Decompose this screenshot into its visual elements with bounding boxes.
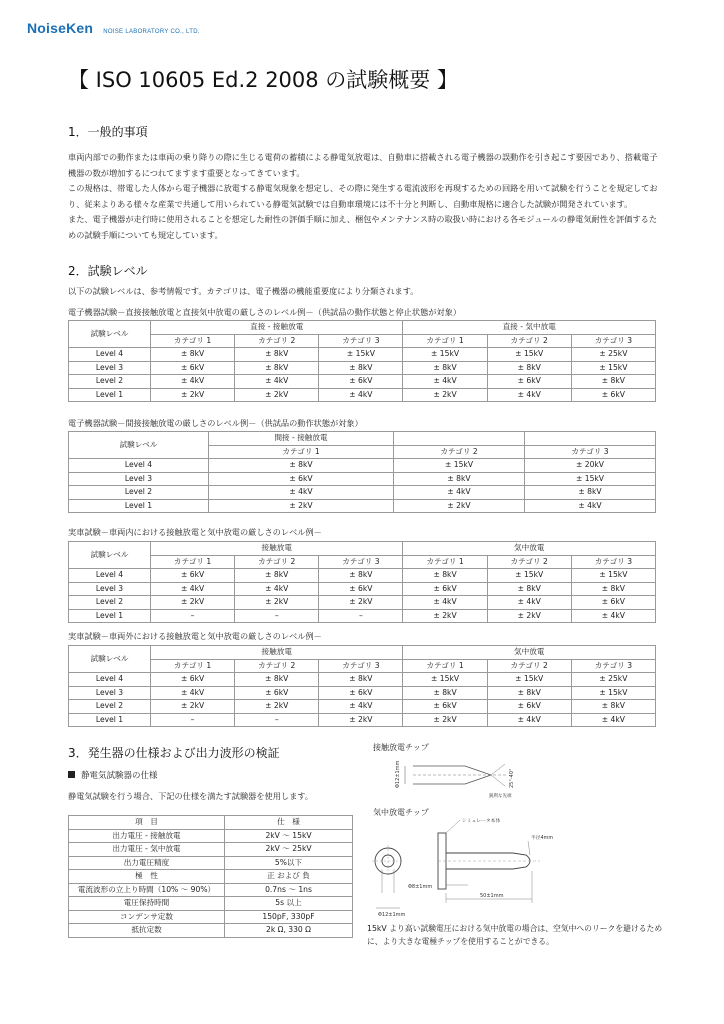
table-cell: Level 1 bbox=[69, 499, 209, 513]
spec-item: 出力電圧精度 bbox=[69, 856, 225, 870]
level-header: 試験レベル bbox=[69, 542, 151, 569]
table-row bbox=[69, 348, 656, 362]
table-row bbox=[69, 459, 656, 473]
contact-tip-dia: Φ12±1mm bbox=[395, 760, 401, 788]
table-cell: Level 2 bbox=[69, 375, 151, 389]
table-cell: ± 15kV bbox=[571, 686, 655, 700]
company-logo: NoiseKen bbox=[27, 20, 94, 36]
square-bullet-icon bbox=[68, 771, 75, 778]
table-cell: ± 6kV bbox=[319, 375, 403, 389]
table-cell: ± 8kV bbox=[151, 348, 235, 362]
section2-heading: 2．試験レベル bbox=[68, 264, 148, 278]
table-cell: ± 4kV bbox=[487, 596, 571, 610]
table-cell: Level 1 bbox=[69, 609, 151, 623]
table-cell: ± 15kV bbox=[487, 348, 571, 362]
table-cell: ± 8kV bbox=[235, 569, 319, 583]
table-cell: Level 2 bbox=[69, 596, 151, 610]
table-row bbox=[69, 897, 353, 911]
table-row bbox=[69, 361, 656, 375]
spec-item: コンデンサ定数 bbox=[69, 910, 225, 924]
table-row bbox=[69, 388, 656, 402]
spec-value: 5%以下 bbox=[225, 856, 353, 870]
table-cell: ± 2kV bbox=[487, 609, 571, 623]
table-cell: ± 15kV bbox=[394, 459, 525, 473]
table-cell: ± 2kV bbox=[394, 499, 525, 513]
category-header: カテゴリ 3 bbox=[571, 334, 655, 348]
table-cell: ± 6kV bbox=[487, 700, 571, 714]
table-cell: ± 6kV bbox=[571, 388, 655, 402]
spec-item: 抵抗定数 bbox=[69, 924, 225, 938]
spec-value: 2k Ω, 330 Ω bbox=[225, 924, 353, 938]
category-header: カテゴリ 2 bbox=[487, 334, 571, 348]
table-row bbox=[69, 856, 353, 870]
table-cell: ± 2kV bbox=[151, 596, 235, 610]
table-cell: Level 4 bbox=[69, 673, 151, 687]
table-cell: ± 6kV bbox=[487, 375, 571, 389]
table-cell: ± 4kV bbox=[571, 609, 655, 623]
table-cell: Level 1 bbox=[69, 388, 151, 402]
table-cell: ± 15kV bbox=[403, 673, 487, 687]
table-cell: ± 25kV bbox=[571, 348, 655, 362]
table-cell: ± 15kV bbox=[403, 348, 487, 362]
table-cell: ± 15kV bbox=[571, 569, 655, 583]
table-cell: ± 2kV bbox=[319, 713, 403, 727]
table-row bbox=[69, 910, 353, 924]
table-cell: ± 8kV bbox=[403, 361, 487, 375]
spec-header: 仕 様 bbox=[225, 816, 353, 830]
spec-item: 極 性 bbox=[69, 870, 225, 884]
category-header: カテゴリ 1 bbox=[151, 555, 235, 569]
table-cell: ± 4kV bbox=[319, 388, 403, 402]
table-row bbox=[69, 843, 353, 857]
table-cell: ± 4kV bbox=[487, 713, 571, 727]
table-cell: – bbox=[235, 609, 319, 623]
table-cell: ± 15kV bbox=[487, 569, 571, 583]
table-row bbox=[69, 499, 656, 513]
spec-table bbox=[68, 815, 353, 938]
air-tip-note: 15kV より高い試験電圧における気中放電の場合は、空気中へのリークを避けるために、より大きな電極チップを使用することができる。 bbox=[367, 924, 663, 946]
table-cell: ± 4kV bbox=[151, 582, 235, 596]
table-cell: ± 8kV bbox=[403, 686, 487, 700]
table-cell: Level 4 bbox=[69, 569, 151, 583]
category-header: カテゴリ 2 bbox=[487, 555, 571, 569]
table-cell: – bbox=[151, 713, 235, 727]
spec-item: 出力電圧 - 接触放電 bbox=[69, 829, 225, 843]
table-cell: ± 2kV bbox=[319, 596, 403, 610]
table-cell: ± 2kV bbox=[151, 700, 235, 714]
table-cell: ± 8kV bbox=[319, 673, 403, 687]
level-header: 試験レベル bbox=[69, 646, 151, 673]
air-dia-big: Φ12±1mm bbox=[378, 912, 406, 918]
category-header: カテゴリ 1 bbox=[151, 334, 235, 348]
table-cell: ± 15kV bbox=[319, 348, 403, 362]
table-cell: ± 4kV bbox=[394, 486, 525, 500]
group-header-empty bbox=[525, 432, 656, 446]
table-cell: Level 3 bbox=[69, 361, 151, 375]
table3-caption: 実車試験－車両内における接触放電と気中放電の厳しさのレベル例－ bbox=[68, 527, 322, 537]
section1-paragraph: また、電子機器が走行時に使用されることを想定した耐性の評価手順に加え、梱包やメンテナンス時の取扱い時における各モジュールの静電気耐性を評価するための試験手順についても規定しています。 bbox=[68, 214, 658, 240]
table3-levels bbox=[68, 541, 656, 623]
category-header: カテゴリ 3 bbox=[571, 659, 655, 673]
table-cell: ± 4kV bbox=[571, 713, 655, 727]
table-cell: Level 4 bbox=[69, 459, 209, 473]
table-cell: Level 2 bbox=[69, 700, 151, 714]
table-cell: ± 8kV bbox=[235, 673, 319, 687]
air-length: 50±1mm bbox=[480, 893, 504, 899]
table-cell: ± 4kV bbox=[235, 582, 319, 596]
table-cell: ± 6kV bbox=[319, 686, 403, 700]
table-cell: ± 4kV bbox=[151, 686, 235, 700]
header bbox=[27, 20, 200, 36]
level-header: 試験レベル bbox=[69, 321, 151, 348]
spec-value: 2kV ～ 25kV bbox=[225, 843, 353, 857]
section1-paragraph: この規格は、帯電した人体から電子機器に放電する静電気現象を想定し、その際に発生する電流波形を再現するための回路を用いて試験を行うことを規定しており、従来よりある様々な産業で共通して用いられている静電気試験では自動車環境には不十分と判断し、自動車規格に適合した試験が開発されています。 bbox=[68, 183, 658, 209]
table-cell: ± 4kV bbox=[403, 596, 487, 610]
table-cell: ± 15kV bbox=[487, 673, 571, 687]
category-header: カテゴリ 1 bbox=[209, 445, 394, 459]
table-cell: ± 6kV bbox=[319, 582, 403, 596]
spec-value: 5s 以上 bbox=[225, 897, 353, 911]
table-cell: ± 4kV bbox=[209, 486, 394, 500]
subheading-text: 静電気試験器の仕様 bbox=[81, 771, 158, 781]
table-row bbox=[69, 609, 656, 623]
table-cell: ± 20kV bbox=[525, 459, 656, 473]
table2-levels bbox=[68, 431, 656, 513]
air-tip-diagram bbox=[368, 813, 568, 919]
table-cell: ± 8kV bbox=[571, 375, 655, 389]
group-header: 直接 - 気中放電 bbox=[403, 321, 656, 335]
category-header: カテゴリ 2 bbox=[394, 445, 525, 459]
table-row bbox=[69, 829, 353, 843]
contact-tip-label: 接触放電チップ bbox=[373, 743, 429, 752]
table-cell: ± 6kV bbox=[571, 596, 655, 610]
table-cell: Level 1 bbox=[69, 713, 151, 727]
section3-subheading bbox=[68, 769, 158, 781]
table-cell: ± 4kV bbox=[319, 700, 403, 714]
table-cell: ± 6kV bbox=[403, 582, 487, 596]
table-cell: ± 2kV bbox=[235, 388, 319, 402]
table-cell: Level 3 bbox=[69, 582, 151, 596]
section2-intro: 以下の試験レベルは、参考情報です。カテゴリは、電子機器の機能重要度により分類されます。 bbox=[68, 286, 419, 296]
table-cell: ± 8kV bbox=[209, 459, 394, 473]
category-header: カテゴリ 1 bbox=[403, 334, 487, 348]
table-cell: ± 8kV bbox=[319, 361, 403, 375]
table-row bbox=[69, 673, 656, 687]
category-header: カテゴリ 2 bbox=[487, 659, 571, 673]
table-cell: ± 8kV bbox=[319, 569, 403, 583]
table-cell: ± 4kV bbox=[151, 375, 235, 389]
air-dia-small: Φ8±1mm bbox=[408, 884, 433, 890]
group-header: 気中放電 bbox=[403, 542, 656, 556]
table4-caption: 実車試験－車両外における接触放電と気中放電の厳しさのレベル例－ bbox=[68, 631, 322, 641]
table-cell: ± 15kV bbox=[571, 361, 655, 375]
table-cell: ± 8kV bbox=[235, 361, 319, 375]
table-cell: ± 8kV bbox=[235, 348, 319, 362]
table-cell: Level 4 bbox=[69, 348, 151, 362]
table-cell: ± 2kV bbox=[403, 609, 487, 623]
table-cell: Level 3 bbox=[69, 472, 209, 486]
table-cell: – bbox=[319, 609, 403, 623]
category-header: カテゴリ 2 bbox=[235, 334, 319, 348]
table1-levels bbox=[68, 320, 656, 402]
category-header: カテゴリ 1 bbox=[403, 659, 487, 673]
table-cell: ± 25kV bbox=[571, 673, 655, 687]
table-cell: ± 6kV bbox=[235, 686, 319, 700]
table-row bbox=[69, 375, 656, 389]
table-cell: – bbox=[235, 713, 319, 727]
level-header: 試験レベル bbox=[69, 432, 209, 459]
table-cell: ± 8kV bbox=[571, 700, 655, 714]
table4-levels bbox=[68, 645, 656, 727]
table-cell: ± 2kV bbox=[403, 388, 487, 402]
category-header: カテゴリ 3 bbox=[319, 334, 403, 348]
section3-intro: 静電気試験を行う場合、下記の仕様を満たす試験器を使用します。 bbox=[68, 791, 313, 801]
group-header-empty bbox=[394, 432, 525, 446]
table-cell: ± 8kV bbox=[403, 569, 487, 583]
table-cell: ± 6kV bbox=[209, 472, 394, 486]
table1-caption: 電子機器試験－直接接触放電と直接気中放電の厳しさのレベル例－（供試品の動作状態と停止状態が対象） bbox=[68, 307, 462, 317]
group-header: 接触放電 bbox=[151, 542, 403, 556]
spec-value: 正 および 負 bbox=[225, 870, 353, 884]
category-header: カテゴリ 2 bbox=[235, 555, 319, 569]
category-header: カテゴリ 3 bbox=[571, 555, 655, 569]
section1-body bbox=[68, 150, 658, 243]
table2-caption: 電子機器試験－間接接触放電の厳しさのレベル例－（供試品の動作状態が対象） bbox=[68, 418, 363, 428]
table-row bbox=[69, 713, 656, 727]
company-name: NOISE LABORATORY CO., LTD. bbox=[103, 29, 200, 35]
table-row bbox=[69, 700, 656, 714]
spec-value: 150pF, 330pF bbox=[225, 910, 353, 924]
table-cell: Level 3 bbox=[69, 686, 151, 700]
category-header: カテゴリ 1 bbox=[403, 555, 487, 569]
table-cell: ± 4kV bbox=[235, 375, 319, 389]
table-cell: ± 8kV bbox=[394, 472, 525, 486]
table-cell: ± 2kV bbox=[235, 596, 319, 610]
table-row bbox=[69, 596, 656, 610]
table-cell: ± 4kV bbox=[487, 388, 571, 402]
contact-tip-angle: 25°-40° bbox=[509, 768, 515, 788]
table-cell: ± 2kV bbox=[151, 388, 235, 402]
air-tip-label: 気中放電チップ bbox=[373, 808, 429, 817]
category-header: カテゴリ 3 bbox=[525, 445, 656, 459]
table-row bbox=[69, 569, 656, 583]
category-header: カテゴリ 1 bbox=[151, 659, 235, 673]
table-cell: ± 8kV bbox=[487, 361, 571, 375]
table-row bbox=[69, 883, 353, 897]
table-cell: ± 6kV bbox=[151, 569, 235, 583]
group-header: 接触放電 bbox=[151, 646, 403, 660]
table-cell: ± 4kV bbox=[403, 375, 487, 389]
table-row bbox=[69, 870, 353, 884]
table-row bbox=[69, 924, 353, 938]
air-radius: 半径4mm bbox=[531, 836, 553, 841]
spec-value: 0.7ns ～ 1ns bbox=[225, 883, 353, 897]
spec-item: 電圧保持時間 bbox=[69, 897, 225, 911]
table-cell: ± 6kV bbox=[151, 673, 235, 687]
group-header: 間接 - 接触放電 bbox=[209, 432, 394, 446]
spec-value: 2kV ～ 15kV bbox=[225, 829, 353, 843]
group-header: 直接 - 接触放電 bbox=[151, 321, 403, 335]
table-row bbox=[69, 686, 656, 700]
contact-tip-diagram bbox=[383, 754, 543, 802]
table-cell: ± 4kV bbox=[525, 499, 656, 513]
table-cell: ± 8kV bbox=[571, 582, 655, 596]
spec-header: 項 目 bbox=[69, 816, 225, 830]
section3-heading: 3．発生器の仕様および出力波形の検証 bbox=[68, 746, 280, 760]
section1-heading: 1．一般的事項 bbox=[68, 125, 148, 139]
spec-item: 出力電圧 - 気中放電 bbox=[69, 843, 225, 857]
page-title: 【 ISO 10605 Ed.2 2008 の試験概要 】 bbox=[68, 68, 458, 92]
air-body-label: シミュレータ本体 bbox=[462, 819, 501, 824]
category-header: カテゴリ 3 bbox=[319, 555, 403, 569]
table-cell: ± 2kV bbox=[209, 499, 394, 513]
table-cell: ± 6kV bbox=[403, 700, 487, 714]
table-row bbox=[69, 472, 656, 486]
table-cell: ± 8kV bbox=[525, 486, 656, 500]
table-row bbox=[69, 486, 656, 500]
section1-paragraph: 車両内部での動作または車両の乗り降りの際に生じる電荷の蓄積による静電気放電は、自動車に搭載される電子機器の誤動作を引き起こす要因であり、搭載電子機器の数が増加するにつれてますます重要となってきています。 bbox=[68, 152, 658, 178]
table-cell: ± 15kV bbox=[525, 472, 656, 486]
spec-item: 電流波形の立上り時間（10% ～ 90%） bbox=[69, 883, 225, 897]
contact-tip-sharp: 鋭利な先端 bbox=[489, 794, 512, 799]
table-cell: Level 2 bbox=[69, 486, 209, 500]
table-cell: – bbox=[151, 609, 235, 623]
category-header: カテゴリ 3 bbox=[319, 659, 403, 673]
table-cell: ± 8kV bbox=[487, 686, 571, 700]
group-header: 気中放電 bbox=[403, 646, 656, 660]
table-cell: ± 6kV bbox=[151, 361, 235, 375]
category-header: カテゴリ 2 bbox=[235, 659, 319, 673]
table-row bbox=[69, 582, 656, 596]
table-cell: ± 8kV bbox=[487, 582, 571, 596]
table-cell: ± 2kV bbox=[235, 700, 319, 714]
table-cell: ± 2kV bbox=[403, 713, 487, 727]
